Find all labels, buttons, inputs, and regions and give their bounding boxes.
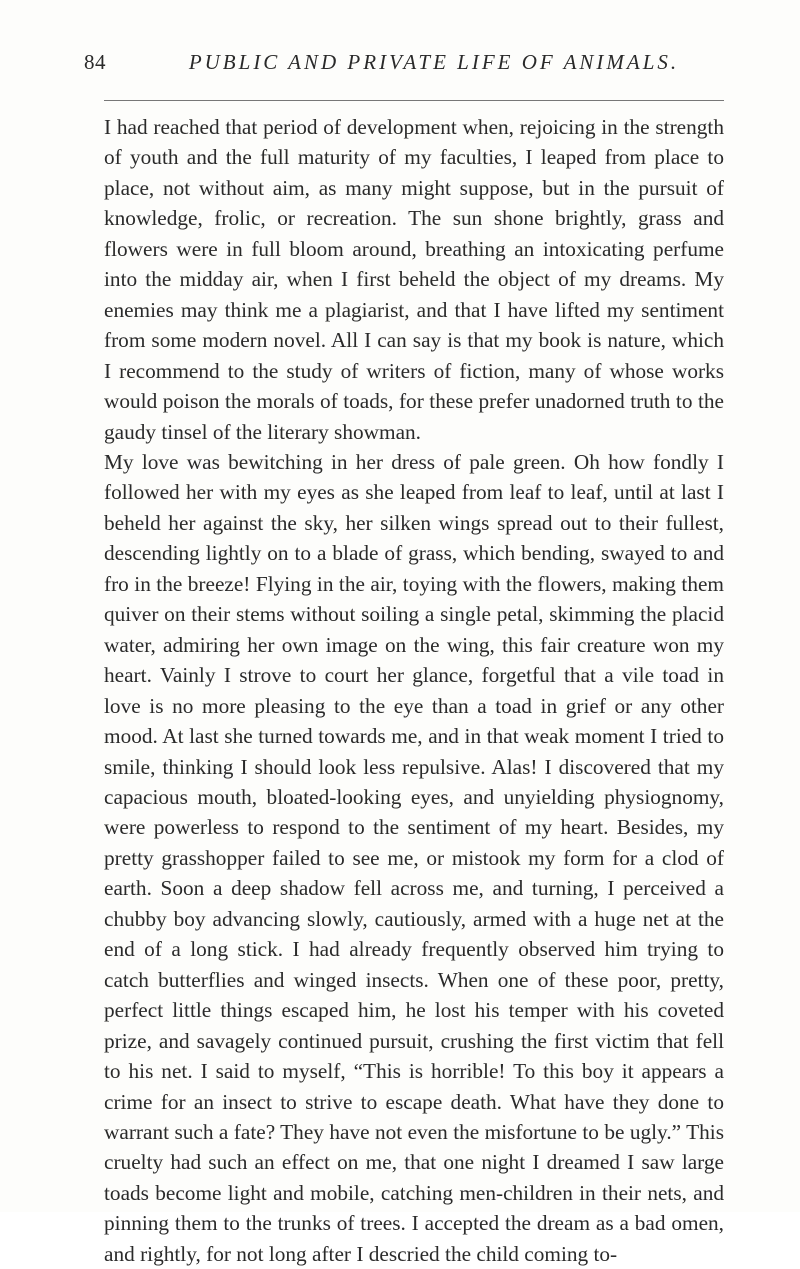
running-head [84,48,724,82]
paragraph-2: My love was bewitching in her dress of pale green. Oh how fondly I followed her with my eyes as she leaped from leaf to leaf, until at last I beheld her against the sky, her silken wings spread out to their fullest, descending lightly on to a blade of grass, which bending, swayed to and fro in the breeze! Flying in the air, toying with the flowers, making them quiver on their stems without soiling a single petal, skimming the placid water, admiring her own image on the wing, this fair creature won my heart. Vainly I strove to court her glance, forgetful that a vile toad in love is no more pleasing to the eye than a toad in grief or any other mood. At last she turned towards me, and in that weak moment I tried to smile, thinking I should look less repulsive. Alas! I discovered that my capacious mouth, bloated-looking eyes, and unyielding physiognomy, were powerless to respond to the sentiment of my heart. Besides, my pretty grasshopper failed to see me, or mistook my form for a clod of earth. Soon a deep shadow fell across me, and turning, I perceived a chubby boy advancing slowly, cautiously, armed with a huge net at the end of a long stick. I had already frequently observed him trying to catch butterflies and winged insects. When one of these poor, pretty, perfect little things escaped him, he lost his temper with his coveted prize, and savagely continued pursuit, crushing the first victim that fell to his net. I said to myself, “This is horrible! To this boy it appears a crime for an insect to strive to escape death. What have they done to warrant such a fate? They have not even the misfortune to be ugly.” This cruelty had such an effect on me, that one night I dreamed I saw large toads become light and mobile, catching men-children in their nets, and pinning them to the trunks of trees. I accepted the dream as a bad omen, and rightly, for not long after I descried the child coming to- [104,449,724,1266]
header-rule [104,100,724,101]
body-text [104,112,724,1269]
page-number: 84 [84,50,106,74]
paragraph-1: I had reached that period of development when, rejoicing in the strength of youth and the full maturity of my faculties, I leaped from place to place, not without aim, as many might suppose, but in the pursuit of knowledge, frolic, or recreation. The sun shone brightly, grass and flowers were in full bloom around, breathing an intoxicating perfume into the midday air, when I first beheld the object of my dreams. My enemies may think me a plagiarist, and that I have lifted my sentiment from some modern novel. All I can say is that my book is nature, which I recommend to the study of writers of fiction, many of whose works would poison the morals of toads, for these prefer unadorned truth to the gaudy tinsel of the literary showman. [104,115,724,444]
running-title: PUBLIC AND PRIVATE LIFE OF ANIMALS. [188,50,680,74]
